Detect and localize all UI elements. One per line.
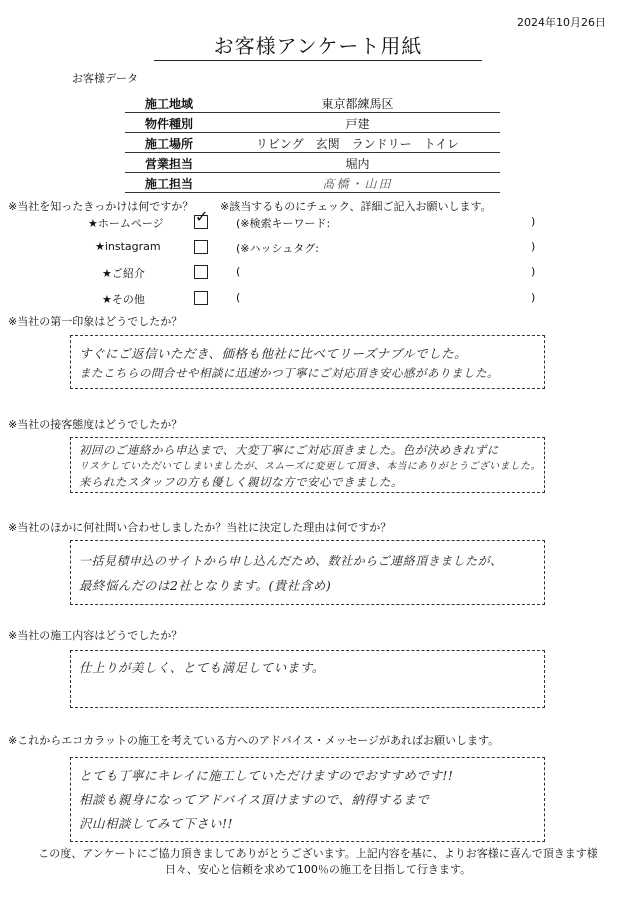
answer-advice-box <box>70 757 545 842</box>
info-label: 物件種別 <box>145 117 194 131</box>
info-label: 施工場所 <box>145 137 194 151</box>
info-label: 施工担当 <box>145 177 194 191</box>
info-label: 施工地域 <box>145 97 194 111</box>
source-other-close: ) <box>531 291 536 304</box>
question-competitors: ※当社のほかに何社問い合わせしましたか？当社に決定した理由は何ですか？ <box>8 521 392 534</box>
info-row-type <box>125 113 500 133</box>
source-other-label: ★その他 <box>102 293 145 306</box>
page-title: お客様アンケート用紙 <box>154 30 483 61</box>
info-row-installer <box>125 173 500 193</box>
answer-line: 初回のご連絡から申込まで、大変丁寧にご対応頂きました。色が決めきれずに <box>79 443 499 457</box>
info-value: 戸建 <box>345 117 370 131</box>
title-wrap <box>0 30 636 61</box>
answer-line: 一括見積申込のサイトから申し込んだため、数社からご連絡頂きましたが、 <box>79 554 503 568</box>
footer-line: 日々、安心と信頼を求めて100％の施工を目指して行きます。 <box>164 863 472 876</box>
footer-message <box>0 846 636 878</box>
info-row-location <box>125 133 500 153</box>
source-homepage-detail: (※検索キーワード: <box>236 217 331 230</box>
footer-line: この度、アンケートにご協力頂きましてありがとうございます。上記内容を基に、よりお客様に喜んで頂きます様 <box>38 847 598 860</box>
question-advice: ※これからエコカラットの施工を考えている方へのアドバイス・メッセージがあればお願いします。 <box>8 734 500 747</box>
info-row-sales <box>125 153 500 173</box>
answer-line: リスケしていただいてしまいましたが、スムーズに変更して頂き、本当にありがとうございました。 <box>79 461 541 472</box>
question-source-note: ※該当するものにチェック、詳細ご記入お願いします。 <box>220 200 492 213</box>
answer-work-quality-box <box>70 650 545 708</box>
info-label: 営業担当 <box>145 157 194 171</box>
info-value-handwritten: 髙橋・山田 <box>322 177 393 191</box>
question-source: ※当社を知ったきっかけは何ですか？ <box>8 200 194 213</box>
source-other-detail: ( <box>236 291 241 304</box>
info-value: 東京都練馬区 <box>321 97 394 111</box>
source-homepage-close: ) <box>531 215 536 228</box>
check-mark-icon: ✓ <box>195 207 209 226</box>
customer-data-label: お客様データ <box>72 72 138 85</box>
source-referral-detail: ( <box>236 265 241 278</box>
source-homepage-checkbox[interactable] <box>194 207 209 229</box>
question-work-quality: ※当社の施工内容はどうでしたか？ <box>8 629 183 642</box>
answer-line: またこちらの問合せや相談に迅速かつ丁寧にご対応頂き安心感がありました。 <box>79 366 499 380</box>
source-instagram-close: ) <box>531 240 536 253</box>
answer-service-attitude-box <box>70 437 545 493</box>
source-homepage-label: ★ホームページ <box>88 217 164 230</box>
answer-line: 最終悩んだのは2社となります。(貴社含め) <box>79 578 332 593</box>
answer-first-impression-box <box>70 335 545 389</box>
source-referral-checkbox[interactable] <box>194 265 208 279</box>
source-referral-label: ★ご紹介 <box>102 267 145 280</box>
answer-line: とても丁寧にキレイに施工していただけますのでおすすめです!! <box>79 768 454 783</box>
source-instagram-label: ★instagram <box>95 240 161 253</box>
answer-line: 沢山相談してみて下さい!! <box>79 816 234 831</box>
info-value: 堀内 <box>345 157 370 171</box>
source-referral-close: ) <box>531 265 536 278</box>
question-first-impression: ※当社の第一印象はどうでしたか？ <box>8 315 183 328</box>
info-row-area <box>125 93 500 113</box>
answer-competitors-box <box>70 540 545 605</box>
info-value: リビング 玄関 ランドリー トイレ <box>255 137 460 151</box>
answer-line: 仕上りが美しく、とても満足しています。 <box>79 660 325 675</box>
answer-line: すぐにご返信いただき、価格も他社に比べてリーズナブルでした。 <box>79 346 468 361</box>
answer-line: 来られたスタッフの方も優しく親切な方で安心できました。 <box>79 475 403 489</box>
survey-date: 2024年10月26日 <box>517 16 606 29</box>
question-service-attitude: ※当社の接客態度はどうでしたか？ <box>8 418 183 431</box>
source-instagram-detail: (※ハッシュタグ: <box>236 242 319 255</box>
source-other-checkbox[interactable] <box>194 291 208 305</box>
answer-line: 相談も親身になってアドバイス頂けますので、納得するまで <box>79 792 430 807</box>
source-instagram-checkbox[interactable] <box>194 240 208 254</box>
